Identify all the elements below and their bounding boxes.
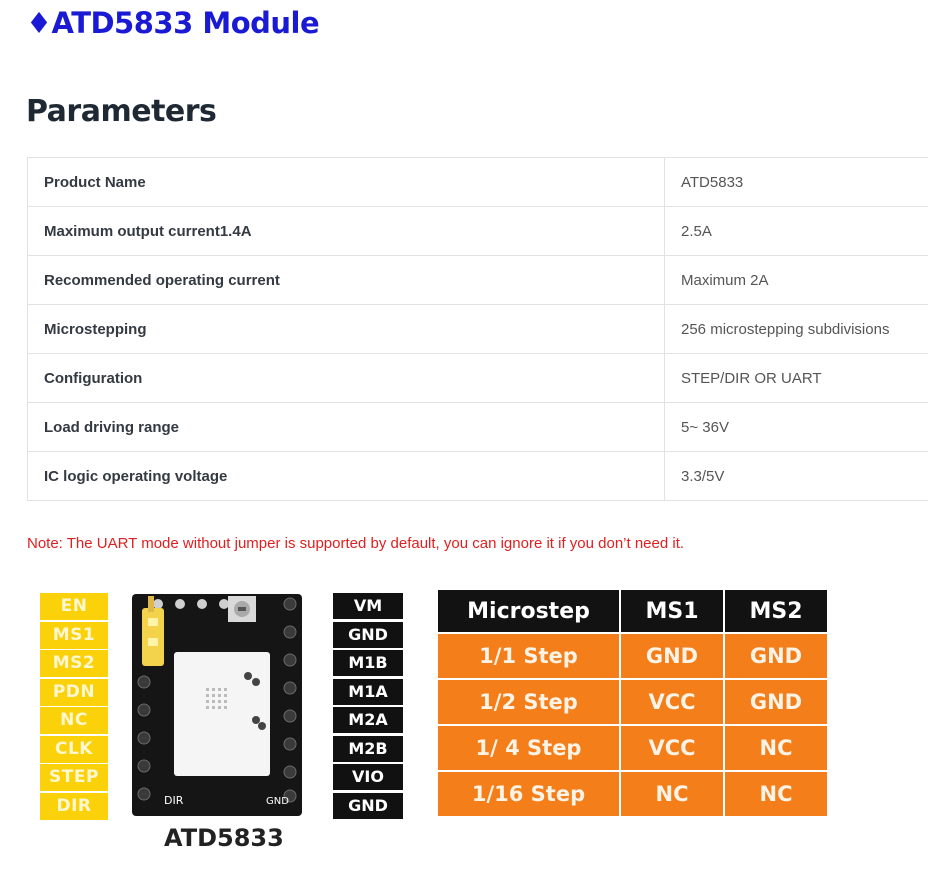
param-name: Product Name [28, 158, 665, 207]
pin-label: VIO [333, 764, 403, 790]
ms2-cell: GND [725, 634, 829, 680]
pin-label: M1B [333, 650, 403, 676]
pin-label: VM [333, 593, 403, 619]
table-row [28, 207, 928, 256]
microstep-cell: 1/16 Step [438, 772, 621, 818]
param-name: IC logic operating voltage [28, 452, 665, 501]
silkscreen-gnd: GND [266, 796, 289, 807]
parameters-table [27, 157, 928, 501]
table-row [28, 158, 928, 207]
left-pin-labels [40, 593, 108, 821]
param-value: Maximum 2A [665, 256, 928, 305]
right-pin-labels [333, 593, 403, 821]
microstep-row [438, 680, 829, 726]
microstep-cell: 1/ 4 Step [438, 726, 621, 772]
ms2-cell: NC [725, 772, 829, 818]
table-row [28, 354, 928, 403]
pin-label: GND [333, 793, 403, 819]
microstep-row [438, 634, 829, 680]
param-name: Microstepping [28, 305, 665, 354]
microstep-row [438, 772, 829, 818]
pin-label: M1A [333, 679, 403, 705]
pin-label: GND [333, 622, 403, 648]
ms1-cell: VCC [621, 726, 725, 772]
section-heading: Parameters [26, 94, 217, 129]
microstep-cell: 1/2 Step [438, 680, 621, 726]
microstep-row [438, 726, 829, 772]
pin-label: STEP [40, 764, 108, 791]
pin-label: M2B [333, 736, 403, 762]
ms2-cell: NC [725, 726, 829, 772]
pin-label: CLK [40, 736, 108, 763]
table-row [28, 305, 928, 354]
microstep-cell: 1/1 Step [438, 634, 621, 680]
param-name: Recommended operating current [28, 256, 665, 305]
page-title: ♦ATD5833 Module [26, 6, 320, 40]
table-row [28, 452, 928, 501]
param-value: ATD5833 [665, 158, 928, 207]
microstep-header-row [438, 590, 829, 634]
ms2-cell: GND [725, 680, 829, 726]
pin-label: NC [40, 707, 108, 734]
param-value: 3.3/5V [665, 452, 928, 501]
header-ms1: MS1 [621, 590, 725, 634]
table-row [28, 403, 928, 452]
microstep-table [438, 590, 829, 818]
header-ms2: MS2 [725, 590, 829, 634]
pin-label: MS1 [40, 622, 108, 649]
header-microstep: Microstep [438, 590, 621, 634]
pin-label: MS2 [40, 650, 108, 677]
silkscreen-dir: DIR [164, 794, 184, 807]
param-name: Load driving range [28, 403, 665, 452]
note-text: Note: The UART mode without jumper is supported by default, you can ignore it if you don’t need it. [27, 535, 685, 552]
ms1-cell: NC [621, 772, 725, 818]
param-value: 256 microstepping subdivisions [665, 305, 928, 354]
ms1-cell: VCC [621, 680, 725, 726]
param-value: 5~ 36V [665, 403, 928, 452]
pin-label: M2A [333, 707, 403, 733]
pin-label: PDN [40, 679, 108, 706]
driver-board-image [128, 590, 328, 820]
param-value: STEP/DIR OR UART [665, 354, 928, 403]
pin-label: DIR [40, 793, 108, 820]
param-value: 2.5A [665, 207, 928, 256]
board-label: ATD5833 [164, 824, 284, 852]
table-row [28, 256, 928, 305]
pin-label: EN [40, 593, 108, 620]
ms1-cell: GND [621, 634, 725, 680]
param-name: Maximum output current1.4A [28, 207, 665, 256]
param-name: Configuration [28, 354, 665, 403]
